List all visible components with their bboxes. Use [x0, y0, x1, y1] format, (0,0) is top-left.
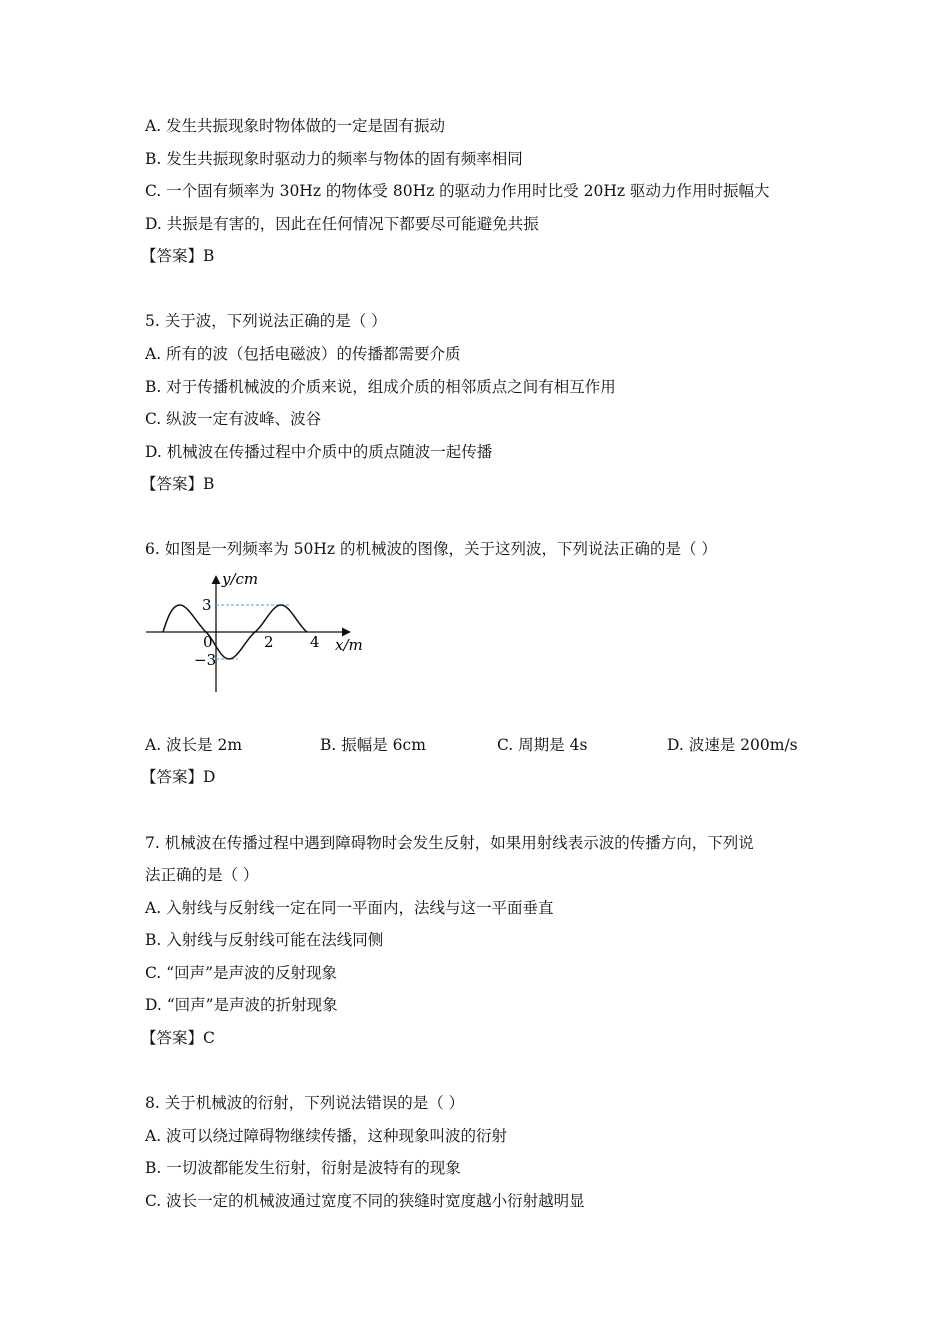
q5-stem: 5. 关于波，下列说法正确的是（ ）: [145, 312, 387, 330]
q6-option-d: D. 波速是 200m/s: [667, 736, 798, 754]
q7-option-d: D. “回声”是声波的折射现象: [145, 996, 338, 1014]
q4-option-a: A. 发生共振现象时物体做的一定是固有振动: [145, 117, 446, 135]
q6-option-b: B. 振幅是 6cm: [320, 736, 426, 754]
q5-option-b: B. 对于传播机械波的介质来说，组成介质的相邻质点之间有相互作用: [145, 378, 616, 396]
q8-option-b: B. 一切波都能发生衍射，衍射是波特有的现象: [145, 1159, 461, 1177]
q8-option-a: A. 波可以绕过障碍物继续传播，这种现象叫波的衍射: [145, 1127, 508, 1145]
q7-answer: 【答案】C: [141, 1029, 215, 1047]
origin-label: 0: [203, 633, 213, 651]
q4-answer: 【答案】B: [141, 247, 215, 265]
q7-option-b: B. 入射线与反射线可能在法线同侧: [145, 931, 384, 949]
x-axis-label: x/m: [335, 636, 363, 654]
q8-stem: 8. 关于机械波的衍射，下列说法错误的是（ ）: [145, 1094, 465, 1112]
q7-option-c: C. “回声”是声波的反射现象: [145, 964, 338, 982]
q5-option-c: C. 纵波一定有波峰、波谷: [145, 410, 322, 428]
x-tick-4: 4: [310, 633, 320, 651]
q5-option-d: D. 机械波在传播过程中介质中的质点随波一起传播: [145, 443, 493, 461]
q5-option-a: A. 所有的波（包括电磁波）的传播都需要介质: [145, 345, 461, 363]
x-tick-2: 2: [264, 633, 274, 651]
q5-answer: 【答案】B: [141, 475, 215, 493]
q6-answer: 【答案】D: [141, 768, 216, 786]
y-tick-3: 3: [202, 596, 212, 614]
y-tick-neg3: −3: [194, 651, 217, 669]
q7-stem-line2: 法正确的是（ ）: [145, 866, 259, 884]
q8-option-c: C. 波长一定的机械波通过宽度不同的狭缝时宽度越小衍射越明显: [145, 1192, 585, 1210]
q6-option-a: A. 波长是 2m: [145, 736, 243, 754]
y-axis-label: y/cm: [222, 570, 259, 588]
q7-option-a: A. 入射线与反射线一定在同一平面内，法线与这一平面垂直: [145, 899, 554, 917]
wave-graph: [140, 570, 380, 700]
q6-stem: 6. 如图是一列频率为 50Hz 的机械波的图像，关于这列波，下列说法正确的是（ ）: [145, 540, 717, 558]
q7-stem-line1: 7. 机械波在传播过程中遇到障碍物时会发生反射，如果用射线表示波的传播方向，下列说: [145, 834, 754, 852]
q4-option-c: C. 一个固有频率为 30Hz 的物体受 80Hz 的驱动力作用时比受 20Hz 驱动力作用时振幅大: [145, 182, 770, 200]
q4-option-d: D. 共振是有害的，因此在任何情况下都要尽可能避免共振: [145, 215, 539, 233]
q4-option-b: B. 发生共振现象时驱动力的频率与物体的固有频率相同: [145, 150, 523, 168]
q6-option-c: C. 周期是 4s: [497, 736, 588, 754]
